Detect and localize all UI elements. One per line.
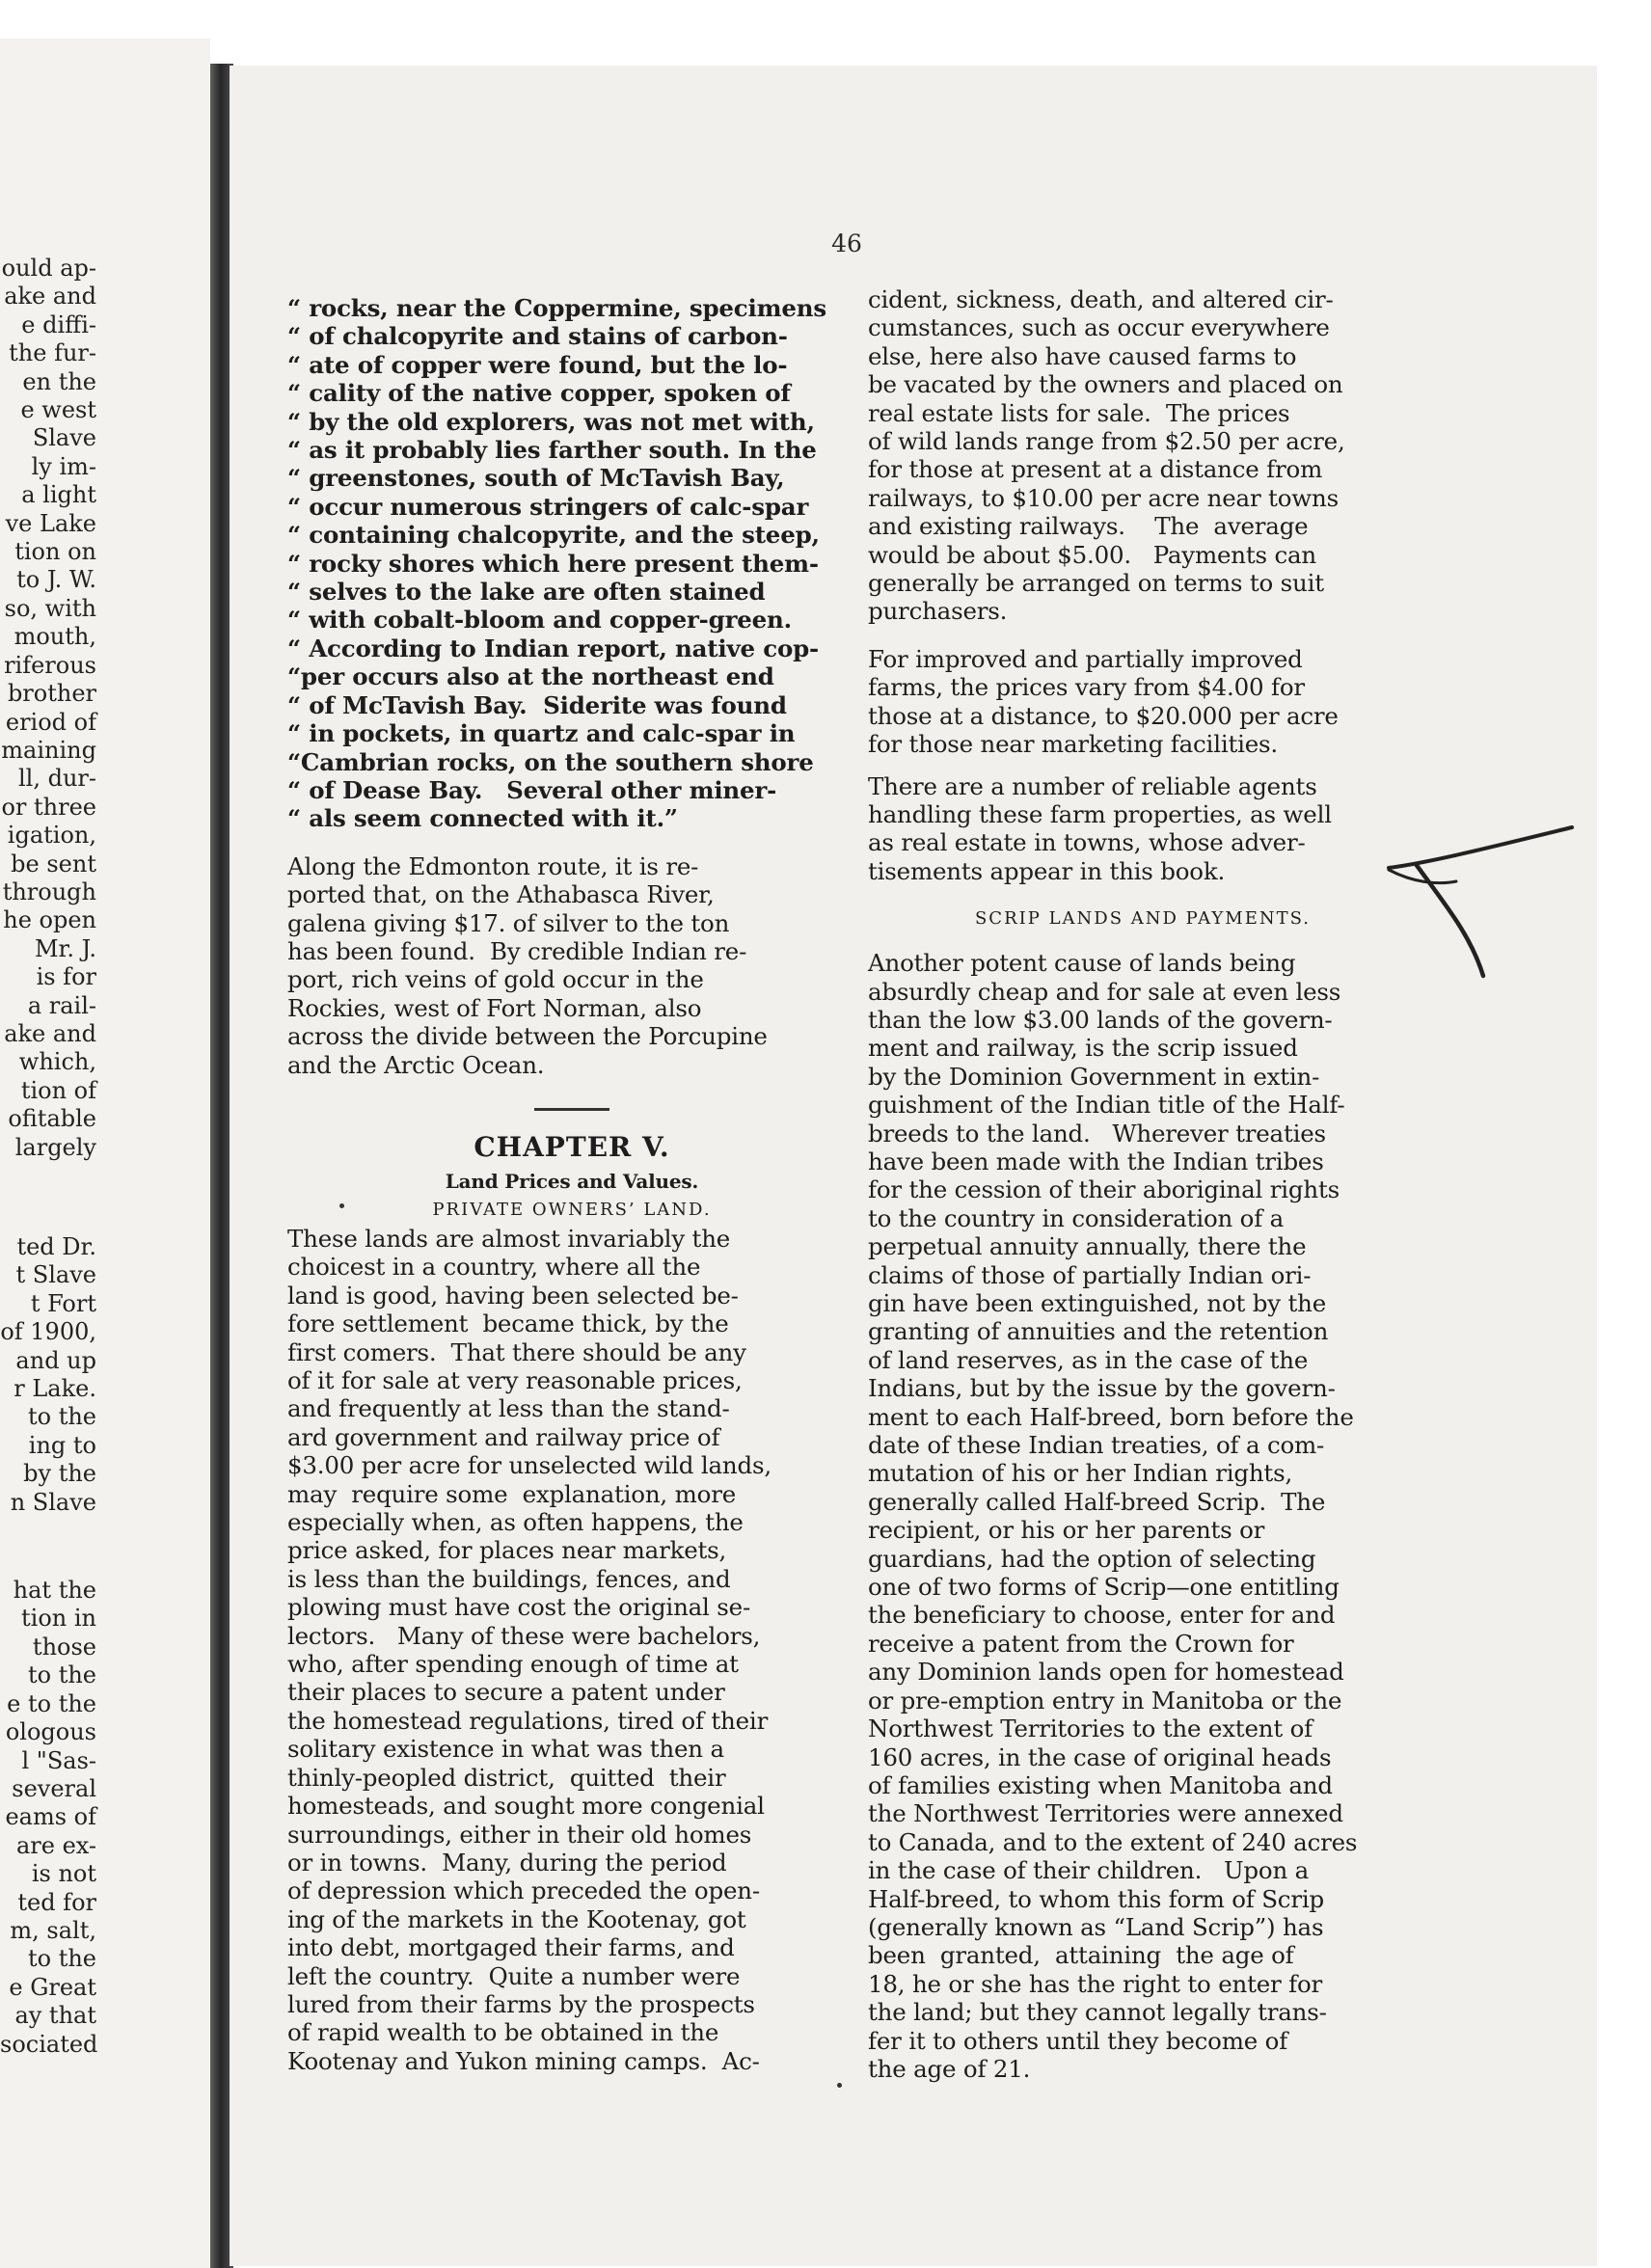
text-line: “ in pockets, in quartz and calc-spar in [287, 719, 796, 748]
text-line: “ ate of copper were found, but the lo- [287, 350, 788, 379]
text-line: of rapid wealth to be obtained in the [287, 2018, 719, 2047]
text-line: the homestead regulations, tired of their [287, 1706, 769, 1735]
left-fragment-line: tion in [21, 1605, 96, 1633]
left-fragment-line: hat the [13, 1577, 96, 1605]
text-line: guardians, had the option of selecting [868, 1544, 1316, 1573]
left-fragment-line: or three [1, 793, 96, 821]
text-line: as real estate in towns, whose adver- [868, 828, 1306, 857]
text-line: recipient, or his or her parents or [868, 1516, 1265, 1545]
text-line: mutation of his or her Indian rights, [868, 1459, 1293, 1488]
text-line: of land reserves, as in the case of the [868, 1345, 1309, 1374]
text-line: have been made with the Indian tribes [868, 1147, 1324, 1175]
paragraph-reliable-agents [868, 772, 1418, 886]
text-line: thinly-peopled district, quitted their [287, 1763, 726, 1792]
quotation-paragraph [287, 294, 856, 833]
left-fragment-line: through [2, 878, 96, 905]
text-line: choicest in a country, where all the [287, 1253, 701, 1282]
text-line: solitary existence in what was then a [287, 1735, 724, 1764]
left-fragment-line: ve Lake [5, 509, 96, 537]
paragraph-private-owners-land [287, 1225, 856, 2075]
text-line: Another potent cause of lands being [868, 949, 1296, 978]
left-fragment-line: which, [18, 1048, 96, 1076]
left-fragment-line: he open [3, 906, 96, 934]
text-line: any Dominion lands open for homestead [868, 1658, 1344, 1687]
text-line: the Northwest Territories were annexed [868, 1799, 1343, 1828]
text-line: by the Dominion Government in extin- [868, 1062, 1320, 1091]
left-fragment-line: be sent [11, 850, 96, 878]
left-fragment-line: Mr. J. [34, 934, 96, 962]
left-fragment-line: igation, [7, 822, 96, 850]
text-line: is less than the buildings, fences, and [287, 1564, 731, 1593]
text-line: been granted, attaining the age of [868, 1941, 1294, 1970]
left-fragment-line: to the [27, 1661, 96, 1689]
text-line: price asked, for places near markets, [287, 1536, 727, 1565]
text-column-1 [287, 294, 856, 2075]
text-line: lured from their farms by the prospects [287, 1989, 755, 2018]
text-line: to Canada, and to the extent of 240 acres [868, 1827, 1358, 1856]
text-line: would be about $5.00. Payments can [868, 540, 1316, 569]
text-line: “ als seem connected with it.” [287, 804, 678, 833]
text-column-2 [868, 285, 1418, 2083]
text-line: the beneficiary to choose, enter for and [868, 1601, 1336, 1630]
text-line: or pre-emption entry in Manitoba or the [868, 1686, 1342, 1714]
left-fragment-line: ing to [28, 1431, 96, 1459]
left-fragment-line: is not [31, 1860, 96, 1888]
text-line: (generally known as “Land Scrip”) has [868, 1912, 1324, 1941]
text-line: “ occur numerous stringers of calc-spar [287, 492, 809, 521]
left-fragment-line: e Great [9, 1973, 96, 2001]
left-fragment-line: e to the [7, 1689, 96, 1717]
text-line: “ as it probably lies farther south. In the [287, 436, 817, 465]
section-heading-private-owners: PRIVATE OWNERS’ LAND. [432, 1199, 712, 1220]
text-line: Kootenay and Yukon mining camps. Ac- [287, 2046, 760, 2075]
left-fragment-line: eams of [5, 1803, 96, 1831]
text-line: “ of chalcopyrite and stains of carbon- [287, 322, 788, 351]
left-fragment-line: ake and [4, 1019, 96, 1047]
text-line: Indians, but by the issue by the govern- [868, 1374, 1336, 1403]
text-line: of families existing when Manitoba and [868, 1770, 1333, 1799]
text-line: one of two forms of Scrip—one entitling [868, 1573, 1340, 1602]
text-line: “ by the old explorers, was not met with, [287, 407, 815, 436]
text-line: real estate lists for sale. The prices [868, 398, 1290, 427]
left-fragment-line: those [32, 1633, 96, 1660]
text-line: handling these farm properties, as well [868, 799, 1332, 828]
left-fragment-line: ay that [14, 2002, 96, 2030]
left-fragment-line: t Slave [15, 1261, 96, 1289]
text-line: lectors. Many of these were bachelors, [287, 1621, 761, 1650]
text-line: cident, sickness, death, and altered cir- [868, 285, 1334, 313]
left-fragment-line: to J. W. [16, 566, 96, 594]
text-line: homesteads, and sought more congenial [287, 1792, 765, 1821]
text-line: generally be arranged on terms to suit [868, 569, 1324, 598]
left-fragment-line: tion of [20, 1076, 96, 1104]
text-line: fore settlement became thick, by the [287, 1310, 729, 1338]
left-fragment-line: ake and [4, 283, 96, 310]
text-line: guishment of the Indian title of the Half- [868, 1091, 1345, 1120]
text-line: “ of McTavish Bay. Siderite was found [287, 690, 787, 719]
left-fragment-line: brother [7, 680, 96, 708]
text-line: has been found. By credible Indian re- [287, 936, 747, 965]
left-fragment-line: of 1900, [0, 1318, 96, 1346]
left-fragment-group-1 [0, 255, 96, 1162]
left-fragment-line: ould ap- [1, 255, 96, 282]
left-fragment-line: n Slave [10, 1488, 96, 1516]
text-line: These lands are almost invariably the [287, 1224, 731, 1253]
specks-mark [837, 2083, 842, 2088]
left-fragment-line: ly im- [31, 452, 96, 480]
text-line: “ greenstones, south of McTavish Bay, [287, 464, 785, 493]
text-line: else, here also have caused farms to [868, 341, 1297, 370]
text-line: Half-breed, to whom this form of Scrip [868, 1884, 1324, 1913]
left-fragment-line: ll, dur- [17, 765, 96, 793]
left-fragment-line: several [12, 1774, 96, 1802]
left-fragment-line: ofitable [8, 1105, 96, 1133]
text-line: in the case of their children. Upon a [868, 1856, 1310, 1885]
text-line: especially when, as often happens, the [287, 1508, 744, 1537]
text-line: “ containing chalcopyrite, and the steep, [287, 521, 820, 550]
text-line: $3.00 per acre for unselected wild lands, [287, 1451, 771, 1480]
left-fragment-line: a light [21, 481, 96, 509]
text-line: 160 acres, in the case of original heads [868, 1742, 1332, 1771]
text-line: may require some explanation, more [287, 1479, 736, 1508]
text-line: cumstances, such as occur everywhere [868, 313, 1330, 342]
text-line: ment to each Half-breed, born before the [868, 1402, 1354, 1431]
left-fragment-line: Slave [32, 424, 96, 452]
text-line: and frequently at less than the stand- [287, 1394, 730, 1423]
text-line: date of these Indian treaties, of a com- [868, 1431, 1325, 1460]
text-line: ing of the markets in the Kootenay, got [287, 1904, 746, 1933]
text-line: into debt, mortgaged their farms, and [287, 1933, 735, 1962]
text-line: “ According to Indian report, native cop- [287, 634, 820, 662]
text-line: “ rocks, near the Coppermine, specimens [287, 294, 826, 322]
specks-mark [339, 1203, 344, 1208]
left-fragment-line: ologous [5, 1718, 96, 1746]
left-fragment-line: tion on [14, 538, 96, 566]
left-fragment-line: l "Sas- [21, 1746, 96, 1774]
left-fragment-line: e west [20, 396, 96, 424]
chapter-divider [534, 1108, 609, 1111]
text-line: and the Arctic Ocean. [287, 1050, 545, 1079]
text-line: “Cambrian rocks, on the southern shore [287, 747, 814, 776]
left-fragment-line: mouth, [14, 623, 96, 651]
text-line: There are a number of reliable agents [868, 771, 1317, 800]
handwritten-cross-mark [1369, 810, 1591, 1003]
left-fragment-line: to the [27, 1403, 96, 1431]
text-line: gin have been extinguished, not by the [868, 1289, 1327, 1317]
left-fragment-line: and up [15, 1346, 96, 1374]
text-line: purchasers. [868, 597, 1008, 626]
text-line: “ of Dease Bay. Several other miner- [287, 775, 777, 804]
left-fragment-line: ted for [17, 1888, 96, 1916]
paragraph-scrip-lands [868, 949, 1418, 2083]
left-fragment-line: the fur- [9, 339, 96, 367]
text-line: “ with cobalt-bloom and copper-green. [287, 606, 792, 634]
section-heading-scrip-lands: SCRIP LANDS AND PAYMENTS. [974, 908, 1312, 930]
paragraph-prices-wild-lands [868, 285, 1418, 626]
text-line: “ selves to the lake are often stained [287, 578, 766, 607]
left-fragment-group-2 [0, 1233, 96, 1517]
text-line: “ cality of the native copper, spoken of [287, 379, 791, 408]
text-line: ported that, on the Athabasca River, [287, 880, 715, 909]
text-line: for those near marketing facilities. [868, 730, 1279, 759]
text-line: surroundings, either in their old homes [287, 1820, 752, 1849]
text-line: be vacated by the owners and placed on [868, 370, 1343, 399]
paragraph-edmonton-route [287, 852, 856, 1079]
text-line: to the country in consideration of a [868, 1203, 1285, 1232]
left-fragment-line: largely [14, 1133, 96, 1161]
text-line: the age of 21. [868, 2054, 1031, 2083]
page-number: 46 [831, 230, 862, 257]
left-fragment-line: m, salt, [10, 1916, 96, 1944]
text-line: port, rich veins of gold occur in the [287, 965, 704, 994]
text-line: plowing must have cost the original se- [287, 1593, 751, 1622]
left-fragment-line: so, with [4, 594, 96, 622]
text-line: farms, the prices vary from $4.00 for [868, 673, 1305, 702]
left-fragment-line: are ex- [15, 1831, 96, 1859]
left-fragment-line: ted Dr. [16, 1233, 96, 1260]
left-page-fragment [0, 255, 96, 2059]
text-line: or in towns. Many, during the period [287, 1848, 727, 1876]
left-fragment-line: a rail- [27, 991, 96, 1019]
left-fragment-group-3 [0, 1577, 96, 2059]
paragraph-improved-farms [868, 645, 1418, 759]
text-line: who, after spending enough of time at [287, 1650, 739, 1679]
left-fragment-line: e diffi- [21, 310, 96, 338]
text-line: generally called Half-breed Scrip. The [868, 1487, 1326, 1516]
text-line: Rockies, west of Fort Norman, also [287, 993, 702, 1022]
left-fragment-line: t Fort [30, 1289, 96, 1317]
text-line: first comers. That there should be any [287, 1337, 746, 1366]
left-fragment-line: riferous [4, 651, 96, 679]
text-line: receive a patent from the Crown for [868, 1629, 1294, 1658]
text-line: of wild lands range from $2.50 per acre, [868, 427, 1345, 456]
text-line: Along the Edmonton route, it is re- [287, 851, 699, 880]
text-line: their places to secure a patent under [287, 1678, 725, 1707]
text-line: 18, he or she has the right to enter for [868, 1969, 1323, 1998]
text-line: ard government and railway price of [287, 1422, 720, 1451]
text-line: left the country. Quite a number were [287, 1961, 741, 1990]
left-fragment-line: eriod of [5, 708, 96, 736]
chapter-subtitle: Land Prices and Values. [445, 1169, 699, 1193]
text-line: breeds to the land. Wherever treaties [868, 1119, 1326, 1148]
text-line: For improved and partially improved [868, 644, 1303, 673]
text-line: railways, to $10.00 per acre near towns [868, 483, 1339, 512]
text-line: of it for sale at very reasonable prices, [287, 1366, 743, 1394]
text-line: absurdly cheap and for sale at even less [868, 977, 1341, 1006]
left-fragment-line: sociated [0, 2030, 98, 2058]
text-line: galena giving $17. of silver to the ton [287, 908, 730, 937]
left-fragment-line: maining [1, 736, 96, 764]
text-line: for those at present at a distance from [868, 455, 1323, 484]
text-line: the land; but they cannot legally trans- [868, 1998, 1327, 2027]
left-fragment-line: r Lake. [14, 1375, 96, 1403]
text-line: granting of annuities and the retention [868, 1317, 1329, 1346]
left-fragment-line: by the [23, 1460, 96, 1488]
text-line: tisements appear in this book. [868, 856, 1226, 885]
text-line: perpetual annuity annually, there the [868, 1232, 1307, 1261]
text-line: of depression which preceded the open- [287, 1876, 760, 1905]
left-fragment-line: is for [36, 963, 96, 991]
text-line: “per occurs also at the northeast end [287, 662, 774, 691]
text-line: and existing railways. The average [868, 512, 1309, 541]
text-line: those at a distance, to $20.000 per acre [868, 701, 1339, 730]
left-fragment-line: en the [22, 367, 96, 395]
text-line: Northwest Territories to the extent of [868, 1714, 1313, 1743]
text-line: fer it to others until they become of [868, 2026, 1288, 2055]
text-line: “ rocky shores which here present them- [287, 549, 819, 578]
text-line: across the divide between the Porcupine [287, 1022, 768, 1051]
chapter-title: CHAPTER V. [474, 1130, 670, 1163]
text-line: claims of those of partially Indian ori- [868, 1260, 1312, 1289]
text-line: than the low $3.00 lands of the govern- [868, 1005, 1333, 1034]
text-line: ment and railway, is the scrip issued [868, 1034, 1298, 1063]
text-line: land is good, having been selected be- [287, 1281, 739, 1310]
left-fragment-line: to the [27, 1945, 96, 1973]
text-line: for the cession of their aboriginal rights [868, 1175, 1340, 1204]
